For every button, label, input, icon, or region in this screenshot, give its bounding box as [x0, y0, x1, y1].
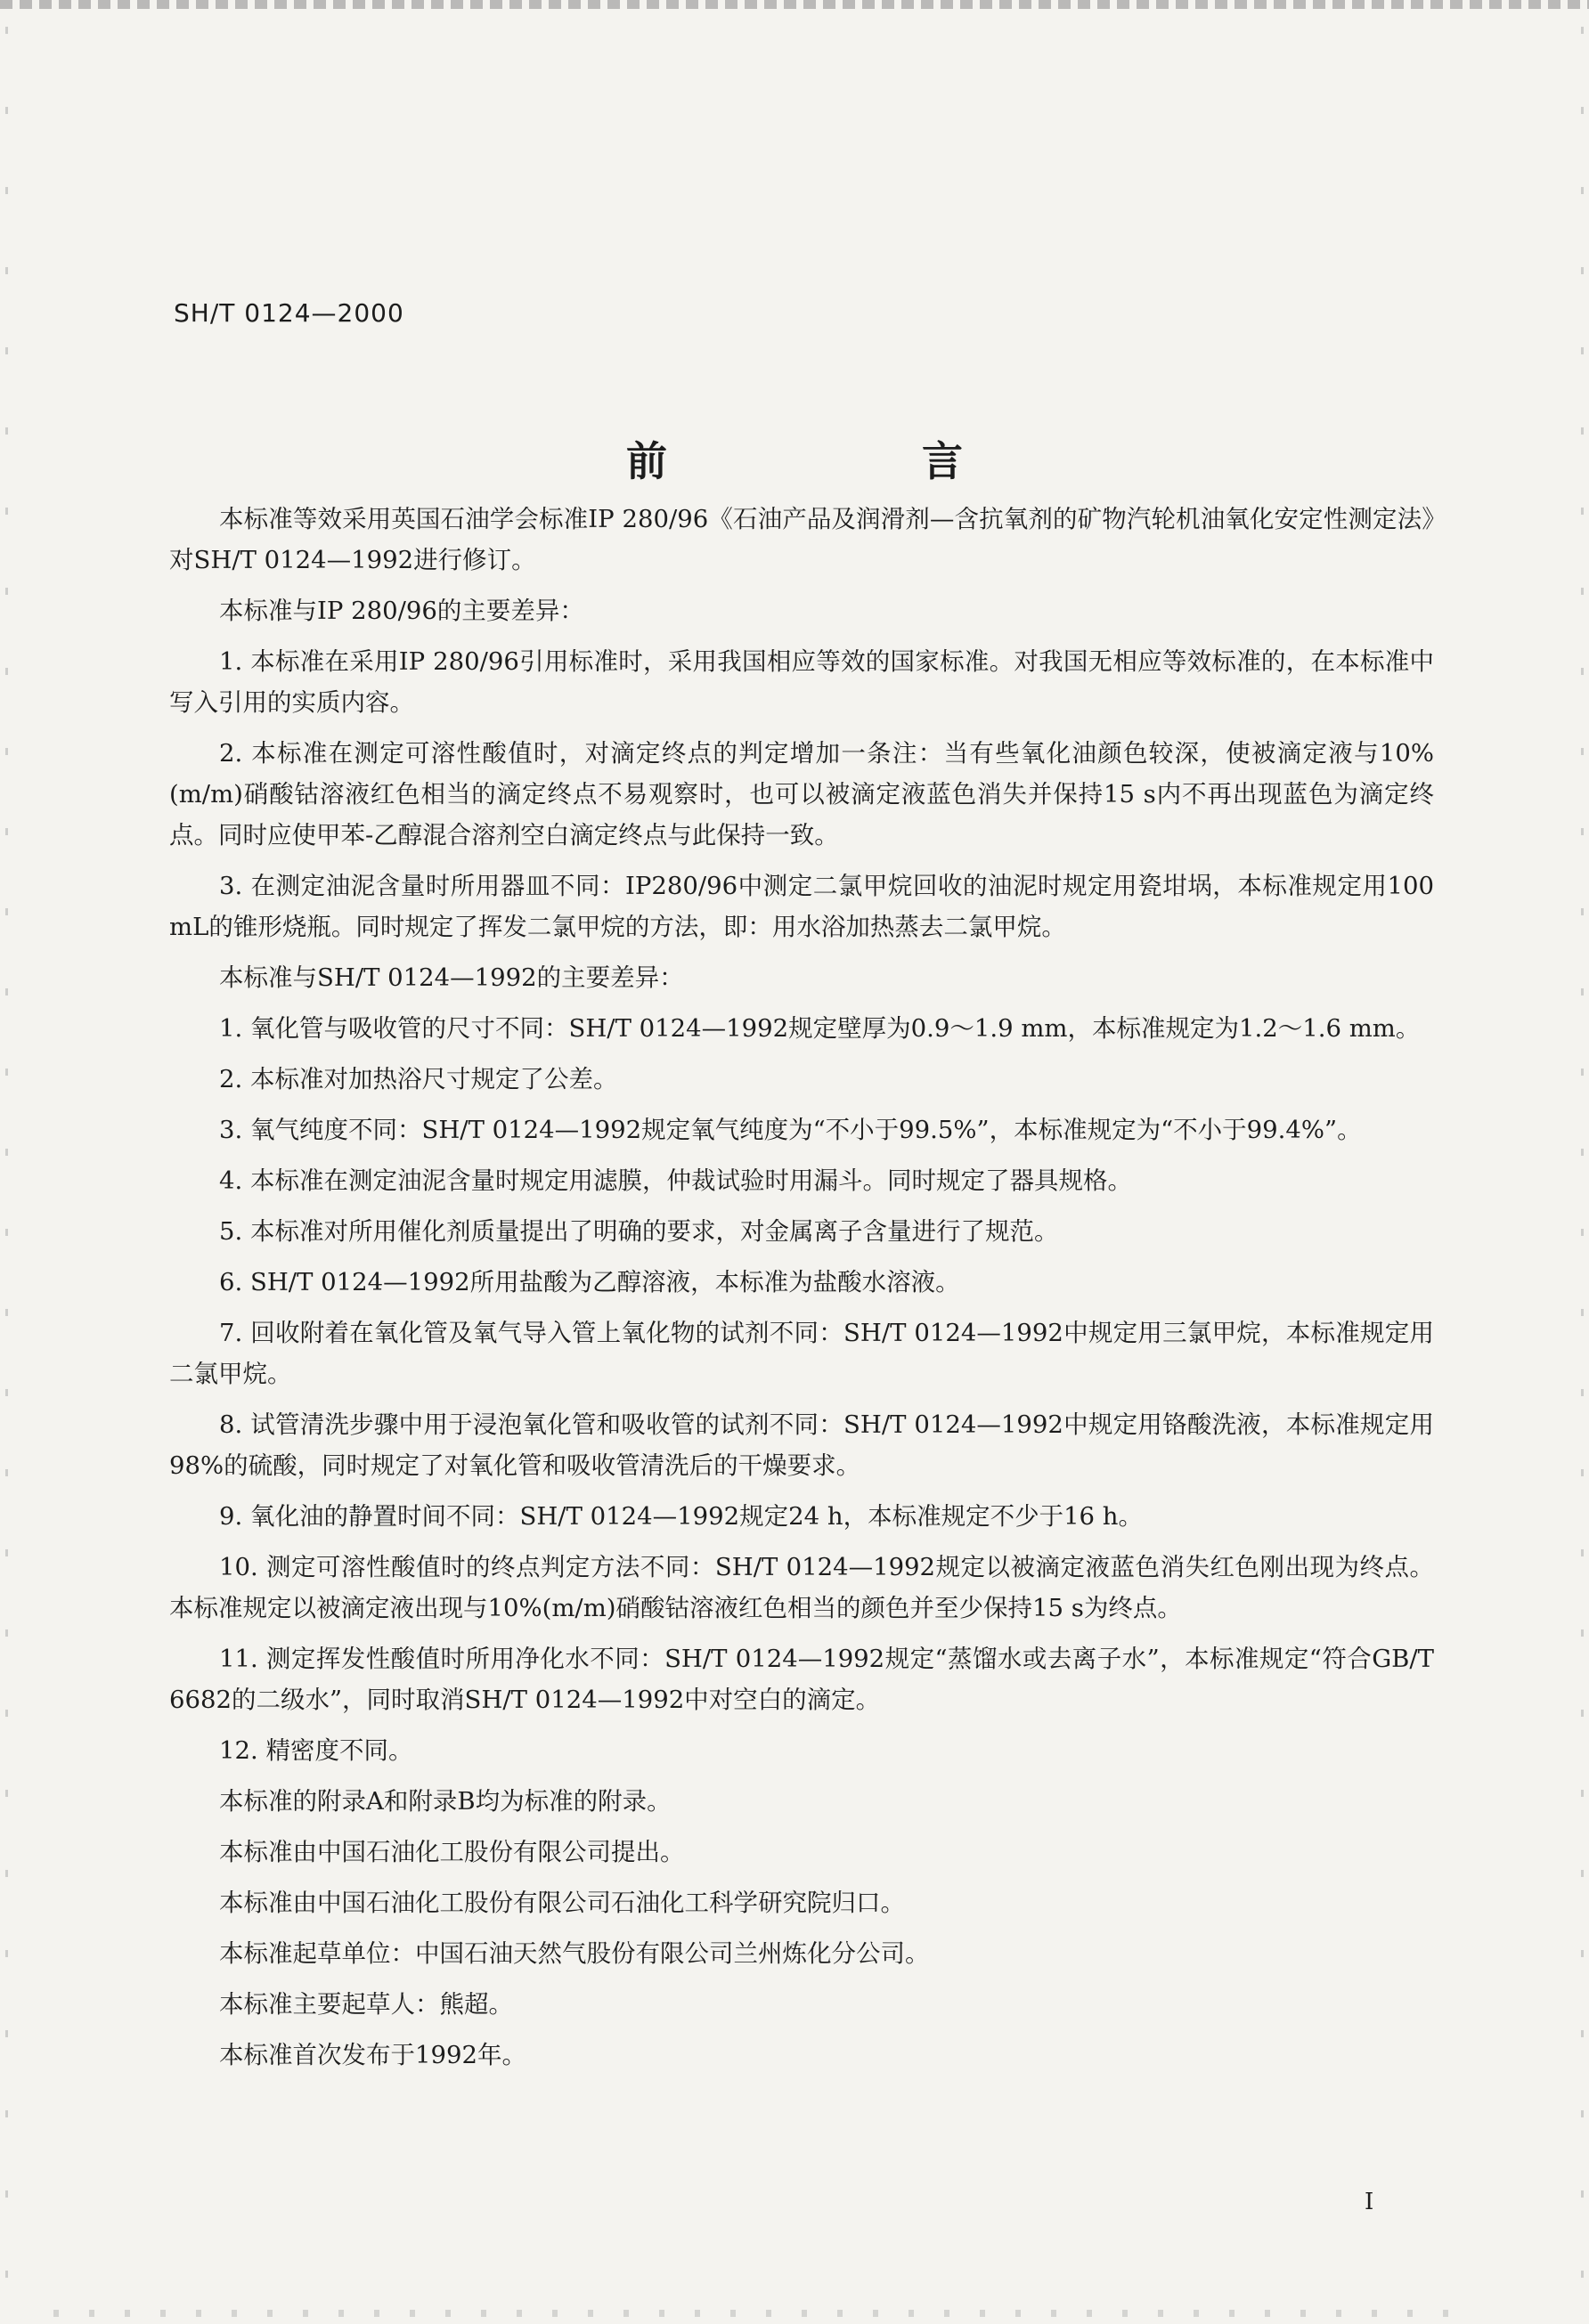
paragraph: 本标准主要起草人：熊超。	[219, 1990, 513, 2019]
standard-code: SH/T 0124—2000	[174, 298, 404, 328]
paragraph: 1. 氧化管与吸收管的尺寸不同：SH/T 0124—1992规定壁厚为0.9～1.9 mm，本标准规定为1.2～1.6 mm。	[219, 1014, 1421, 1043]
paragraph: 6. SH/T 0124—1992所用盐酸为乙醇溶液，本标准为盐酸水溶液。	[219, 1268, 960, 1296]
paragraph: 本标准由中国石油化工股份有限公司石油化工科学研究院归口。	[219, 1889, 905, 1917]
paragraph: 本标准起草单位：中国石油天然气股份有限公司兰州炼化分公司。	[219, 1939, 930, 1968]
paragraph: 5. 本标准对所用催化剂质量提出了明确的要求，对金属离子含量进行了规范。	[219, 1217, 1059, 1246]
paragraph: 3. 在测定油泥含量时所用器皿不同：IP280/96中测定二氯甲烷回收的油泥时规定用瓷坩埚，本标准规定用100 mL的锥形烧瓶。同时规定了挥发二氯甲烷的方法，即：用水浴加热蒸去二氯甲烷。	[169, 872, 1434, 941]
paragraph: 本标准与SH/T 0124—1992的主要差异：	[219, 963, 684, 992]
paragraph: 11. 测定挥发性酸值时所用净化水不同：SH/T 0124—1992规定“蒸馏水或去离子水”，本标准规定“符合GB/T 6682的二级水”，同时取消SH/T 0124—1992中对空白的滴定。	[169, 1645, 1434, 1714]
paragraph: 10. 测定可溶性酸值时的终点判定方法不同：SH/T 0124—1992规定以被滴定液蓝色消失红色刚出现为终点。本标准规定以被滴定液出现与10%(m/m)硝酸钴溶液红色相当的颜色并至少保持15 s为终点。	[169, 1553, 1434, 1622]
paragraph: 8. 试管清洗步骤中用于浸泡氧化管和吸收管的试剂不同：SH/T 0124—1992中规定用铬酸洗液，本标准规定用98%的硫酸，同时规定了对氧化管和吸收管清洗后的干燥要求。	[169, 1410, 1434, 1480]
scan-right-edge	[1581, 27, 1584, 2297]
paragraph: 本标准由中国石油化工股份有限公司提出。	[219, 1838, 685, 1866]
paragraph: 7. 回收附着在氧化管及氧气导入管上氧化物的试剂不同：SH/T 0124—1992中规定用三氯甲烷，本标准规定用二氯甲烷。	[169, 1319, 1434, 1388]
paragraph: 本标准首次发布于1992年。	[219, 2041, 526, 2069]
paragraph: 本标准等效采用英国石油学会标准IP 280/96《石油产品及润滑剂—含抗氧剂的矿物汽轮机油氧化安定性测定法》对SH/T 0124—1992进行修订。	[169, 505, 1434, 574]
page-number: I	[1365, 2189, 1374, 2215]
page-title: 前 言	[626, 437, 1070, 485]
paragraph: 9. 氧化油的静置时间不同：SH/T 0124—1992规定24 h，本标准规定不少于16 h。	[219, 1502, 1144, 1531]
paragraph: 本标准的附录A和附录B均为标准的附录。	[219, 1787, 672, 1816]
scan-left-edge	[5, 27, 8, 2297]
paragraph: 2. 本标准对加热浴尺寸规定了公差。	[219, 1065, 618, 1093]
paragraph: 本标准与IP 280/96的主要差异：	[219, 597, 584, 625]
foreword-body	[169, 499, 1434, 2085]
paragraph: 12. 精密度不同。	[219, 1736, 413, 1765]
paragraph: 2. 本标准在测定可溶性酸值时，对滴定终点的判定增加一条注：当有些氧化油颜色较深，使被滴定液与10%(m/m)硝酸钴溶液红色相当的滴定终点不易观察时，也可以被滴定液蓝色消失并保持15 s内不再出现蓝色为滴定终点。同时应使甲苯-乙醇混合溶剂空白滴定终点与此保持一致。	[169, 739, 1434, 849]
paragraph: 1. 本标准在采用IP 280/96引用标准时，采用我国相应等效的国家标准。对我国无相应等效标准的，在本标准中写入引用的实质内容。	[169, 647, 1434, 717]
scan-top-border	[0, 0, 1589, 9]
paragraph: 4. 本标准在测定油泥含量时规定用滤膜，仲裁试验时用漏斗。同时规定了器具规格。	[219, 1166, 1132, 1195]
paragraph: 3. 氧气纯度不同：SH/T 0124—1992规定氧气纯度为“不小于99.5%”，本标准规定为“不小于99.4%”。	[219, 1116, 1362, 1144]
scan-bottom-border	[53, 2310, 1479, 2317]
